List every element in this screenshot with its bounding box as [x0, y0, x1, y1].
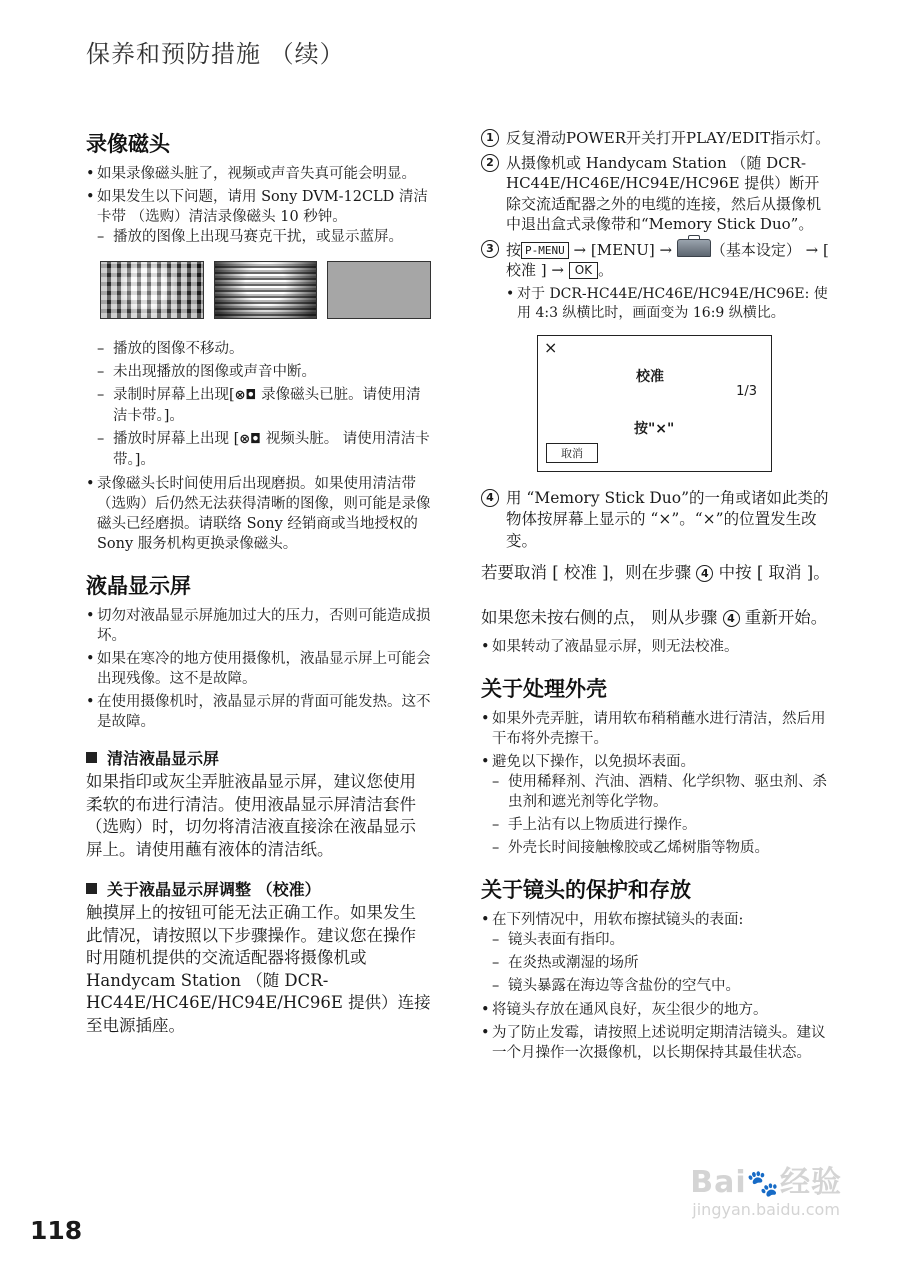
calibration-steps	[481, 128, 833, 323]
list-item: – 在炎热或潮湿的场所	[492, 953, 833, 973]
clean-lcd-paragraph: 如果指印或灰尘弄脏液晶显示屏，建议您使用柔软的布进行清洁。使用液晶显示屏清洁套件 （选购）时，切勿将清洁液直接涂在液晶显示屏上。请使用蘸有液体的清洁纸。	[86, 772, 416, 859]
list-item: • 录像磁头长时间使用后出现磨损。如果使用清洁带 （选购）后仍然无法获得清晰的图像，则可能是录像磁头已经磨损。请联络 Sony 经销商或当地授权的 Sony 服务机构更换录像磁头。	[86, 474, 431, 554]
step-number: 4	[481, 489, 499, 507]
calibration-steps-2	[481, 488, 833, 553]
step-number: 3	[481, 240, 499, 258]
square-bullet-icon	[86, 883, 97, 894]
lens-list	[481, 910, 833, 1063]
close-icon[interactable]: ×	[544, 337, 558, 357]
list-item: • 如果外壳弄脏，请用软布稍稍蘸水进行清洁，然后用干布将外壳擦干。	[481, 709, 833, 749]
step-4	[481, 488, 833, 553]
watermark-logo-a: Bai	[690, 1165, 747, 1200]
list-item-text: 避免以下操作，以免损坏表面。	[492, 754, 695, 770]
step-text: 从摄像机或 Handycam Station （随 DCR-HC44E/HC46E/HC94E/HC96E 提供）断开除交流适配器之外的电缆的连接，然后从摄像机中退出盒式录像带和“Memory Stick Duo”。	[506, 153, 822, 233]
list-item-text: 录制时屏幕上出现[	[113, 387, 235, 403]
step-3-notes	[506, 285, 833, 323]
p-menu-key-icon: P-MENU	[521, 242, 569, 259]
square-bullet-icon	[86, 752, 97, 763]
symptom-list	[97, 227, 431, 247]
calibration-paragraph: 触摸屏上的按钮可能无法正确工作。如果发生此情况，请按照以下步骤操作。建议您在操作时用随机提供的交流适配器将摄像机或 Handycam Station （随 DCR-HC44E/HC46E/HC94E/HC96E 提供）连接至电源插座。	[86, 903, 431, 1035]
calibration-text: [ 校准 ]	[506, 240, 829, 279]
list-item	[481, 910, 833, 996]
para-text: 中按 [ 取消 ]。	[713, 563, 830, 582]
step-3	[481, 239, 833, 323]
arrow-icon: →	[805, 240, 819, 259]
dirty-head-warning-icon: ⊗◘	[239, 432, 262, 447]
list-item: • 对于 DCR-HC44E/HC46E/HC94E/HC96E: 使用 4:3 纵横比时，画面变为 16:9 纵横比。	[506, 285, 833, 323]
arrow-icon: →	[573, 240, 587, 259]
arrow-icon: →	[551, 261, 564, 279]
screen-instruction: 按"×"	[634, 420, 675, 437]
list-item	[97, 429, 431, 470]
video-head-list	[86, 164, 431, 247]
screen-title: 校准	[636, 368, 664, 385]
symptom-images	[100, 261, 431, 319]
list-item: – 镜头表面有指印。	[492, 930, 833, 950]
line-noise-image	[214, 261, 318, 319]
list-item: • 将镜头存放在通风良好，灰尘很少的地方。	[481, 1000, 833, 1020]
right-column	[481, 128, 833, 1067]
dirty-head-warning-icon: ⊗◘	[234, 388, 257, 403]
watermark-url: jingyan.baidu.com	[692, 1200, 840, 1219]
blue-screen-image	[327, 261, 431, 319]
left-column	[86, 128, 431, 1037]
list-item-text: 在下列情况中，用软布擦拭镜头的表面:	[492, 912, 744, 928]
list-item: – 播放的图像上出现马赛克干扰，或显示蓝屏。	[97, 227, 431, 247]
basic-setup-text: （基本设定）	[710, 240, 801, 259]
list-item: – 手上沾有以上物质进行操作。	[492, 815, 833, 835]
list-item	[86, 187, 431, 247]
list-item: – 镜头暴露在海边等含盐份的空气中。	[492, 976, 833, 996]
list-item-text: 视频头脏。 请使用清洁卡带。]。	[113, 431, 430, 468]
list-item-text: 播放时屏幕上出现 [	[113, 431, 240, 447]
list-item: – 使用稀释剂、汽油、酒精、化学织物、驱虫剂、杀虫剂和遮光剂等化学物。	[492, 772, 833, 812]
para-text: 如果您未按右侧的点， 则从步骤	[481, 607, 723, 627]
subsection-title-text: 清洁液晶显示屏	[107, 749, 220, 768]
subsection-title-clean-lcd	[86, 746, 431, 769]
calibration-screen	[537, 335, 772, 472]
step-number: 1	[481, 129, 499, 147]
lcd-list	[86, 606, 431, 732]
step-number: 4	[696, 565, 713, 582]
toolbox-icon	[677, 239, 711, 257]
ok-key-icon: OK	[569, 262, 598, 279]
list-item: – 播放的图像不移动。	[97, 339, 431, 359]
screen-counter: 1/3	[736, 383, 757, 399]
list-item-text: 如果发生以下问题，请用 Sony DVM-12CLD 清洁卡带 （选购）清洁录像磁头 10 秒钟。	[97, 189, 428, 225]
list-item: – 未出现播放的图像或声音中断。	[97, 362, 431, 382]
restart-paragraph	[481, 607, 833, 630]
casing-avoid-list	[492, 772, 833, 858]
para-text: 若要取消 [ 校准 ]，则在步骤	[481, 563, 697, 582]
step-1	[481, 128, 833, 149]
casing-list	[481, 709, 833, 858]
step-number: 2	[481, 154, 499, 172]
list-item: • 如果转动了液晶显示屏，则无法校准。	[481, 637, 833, 657]
subsection-title-text: 关于液晶显示屏调整 （校准）	[107, 880, 321, 899]
step-text: 用 “Memory Stick Duo”的一角或诸如此类的物体按屏幕上显示的 “×”。“×”的位置发生改变。	[506, 488, 829, 550]
list-item: • 如果在寒冷的地方使用摄像机，液晶显示屏上可能会出现残像。这不是故障。	[86, 649, 431, 689]
page-number: 118	[30, 1216, 83, 1245]
step-text: 按	[506, 240, 522, 259]
paw-icon: 🐾	[746, 1169, 780, 1199]
step-text: 反复滑动POWER开关打开PLAY/EDIT指示灯。	[506, 129, 831, 147]
section-title-video-head: 录像磁头	[86, 132, 170, 156]
arrow-icon: →	[659, 240, 673, 259]
section-title-lens: 关于镜头的保护和存放	[481, 878, 691, 902]
step-2	[481, 153, 833, 235]
video-head-list-2	[86, 474, 431, 554]
list-item: – 外壳长时间接触橡胶或乙烯树脂等物质。	[492, 838, 833, 858]
list-item: • 在使用摄像机时，液晶显示屏的背面可能发热。这不是故障。	[86, 692, 431, 732]
baidu-watermark	[690, 1165, 842, 1219]
section-title-casing: 关于处理外壳	[481, 677, 607, 701]
list-item	[97, 385, 431, 426]
rotate-note	[481, 637, 833, 657]
menu-text: [MENU]	[590, 240, 655, 259]
watermark-logo	[690, 1165, 842, 1200]
section-title-lcd: 液晶显示屏	[86, 574, 191, 598]
list-item: • 为了防止发霉，请按照上述说明定期清洁镜头。建议一个月操作一次摄像机，以长期保持其最佳状态。	[481, 1023, 833, 1063]
step-text-end: 。	[598, 261, 614, 279]
page-header: 保养和预防措施 （续）	[86, 40, 345, 68]
symptom-list-2	[97, 339, 431, 470]
list-item-text: 录像磁头已脏。请使用清洁卡带。]。	[113, 387, 421, 424]
lens-condition-list	[492, 930, 833, 996]
mosaic-noise-image	[100, 261, 204, 319]
subsection-title-calibration	[86, 877, 431, 900]
list-item	[481, 752, 833, 858]
watermark-logo-b: 经验	[780, 1165, 842, 1200]
step-number: 4	[723, 610, 740, 627]
para-text: 重新开始。	[739, 607, 828, 627]
list-item: • 切勿对液晶显示屏施加过大的压力，否则可能造成损坏。	[86, 606, 431, 646]
cancel-paragraph	[481, 562, 833, 585]
cancel-button[interactable]: 取消	[546, 443, 598, 463]
list-item: • 如果录像磁头脏了，视频或声音失真可能会明显。	[86, 164, 431, 184]
